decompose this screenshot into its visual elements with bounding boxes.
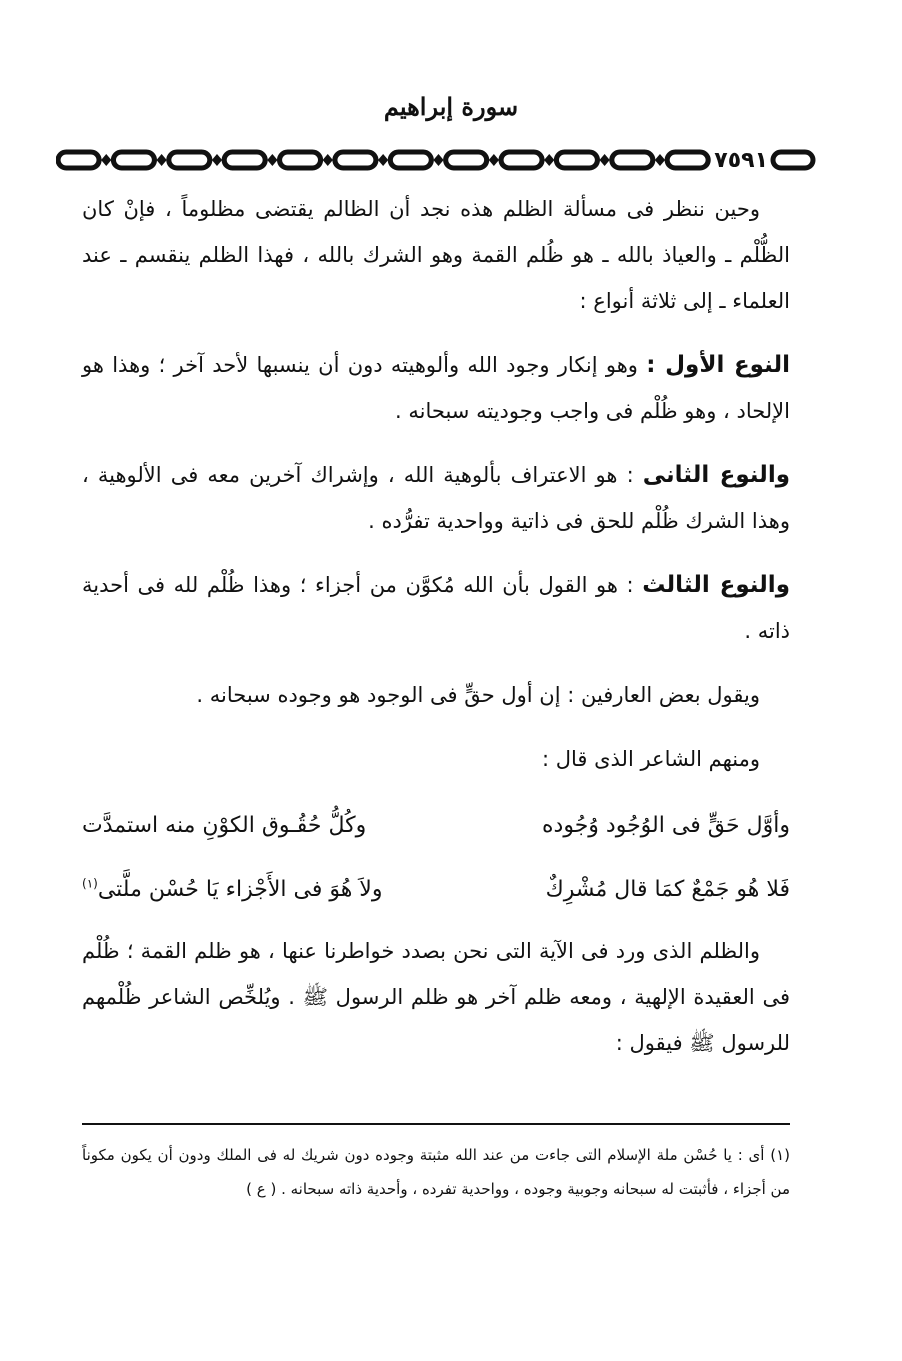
footnote-divider [82,1123,790,1125]
paragraph-poet-intro [82,736,790,782]
ornament-end-link-icon [770,146,816,174]
paragraph-type-three [82,562,790,654]
paragraph-text: : هو الاعتراف بألوهية الله ، وإشراك آخرين معه فى الألوهية ، وهذا الشرك ظُلْم للحق فى ذاتية وواحدية تفرُّده . [82,463,790,533]
paragraph-text: ومنهم الشاعر الذى قال : [541,747,760,771]
paragraph-term: والنوع الثالث [642,572,790,598]
verse-first-hemistich: وأوَّل حَقٍّ فى الوُجُود وُجُوده [542,813,790,838]
poem-verse-1 [82,800,790,852]
paragraph-text: ويقول بعض العارفين : إن أول حقٍّ فى الوجود هو وجوده سبحانه . [196,683,760,707]
surah-title: سورة إبراهيم [383,92,519,121]
page-number: ٧٥٩١ [714,147,768,173]
verse-text: ولاَ هُوَ فى الأَجْزاء يَا حُسْن ملَّتى [97,877,383,902]
main-text [82,186,790,1084]
paragraph-term: النوع الأول : [646,352,791,378]
ornament-header-bar [56,146,816,174]
poem-verse-2 [82,864,790,916]
verse-second-hemistich [82,864,382,916]
verse-first-hemistich: فَلا هُو جَمْعٌ كمَا قال مُشْرِكٌ [545,877,790,902]
paragraph-text: : هو القول بأن الله مُكوَّن من أجزاء ؛ وهذا ظُلْم لله فى أحدية ذاته . [82,573,790,643]
paragraph-text: وحين ننظر فى مسألة الظلم هذه نجد أن الظالم يقتضى مظلوماً ، فإنْ كان الظُّلْم ـ والعياذ بالله ـ هو ظُلم القمة وهو الشرك بالله ، فهذا الظلم ينقسم ـ عند العلماء ـ إلى ثلاثة أنواع : [82,197,790,313]
paragraph-type-one [82,342,790,434]
footnote-text: (١) أى : يا حُسْن ملة الإسلام التى جاءت من عند الله مثبتة وجوده دون شريك له فى الملك ودون أن يكون مكوناً من أجزاء ، فأثبتت له سبحانه وجوبية وجوده ، وواحدية تفرده ، وأحدية ذاته سبحانه . ( ع ) [82,1146,790,1198]
paragraph-arifin [82,672,790,718]
ornament-chain-icon [56,146,712,174]
footnote-reference: (١) [82,876,98,891]
paragraph-term: والنوع الثانى [642,462,790,488]
paragraph-intro [82,186,790,324]
footnote [82,1138,790,1206]
paragraph-text: وهو إنكار وجود الله وألوهيته دون أن ينسبها لأحد آخر ؛ وهذا هو الإلحاد ، وهو ظُلْم فى واجب وجوديته سبحانه . [82,353,790,423]
verse-second-hemistich: وكُلُّ حُقُـوق الكوْنِ منه استمدَّت [82,813,367,838]
paragraph-text: والظلم الذى ورد فى الآية التى نحن بصدد خواطرنا عنها ، هو ظلم القمة ؛ ظُلْم فى العقيدة الإلهية ، ومعه ظلم آخر هو ظلم الرسول ﷺ . ويُلخِّص الشاعر ظُلْمهم للرسول ﷺ فيقول : [82,939,790,1055]
paragraph-closing [82,928,790,1066]
paragraph-type-two [82,452,790,544]
